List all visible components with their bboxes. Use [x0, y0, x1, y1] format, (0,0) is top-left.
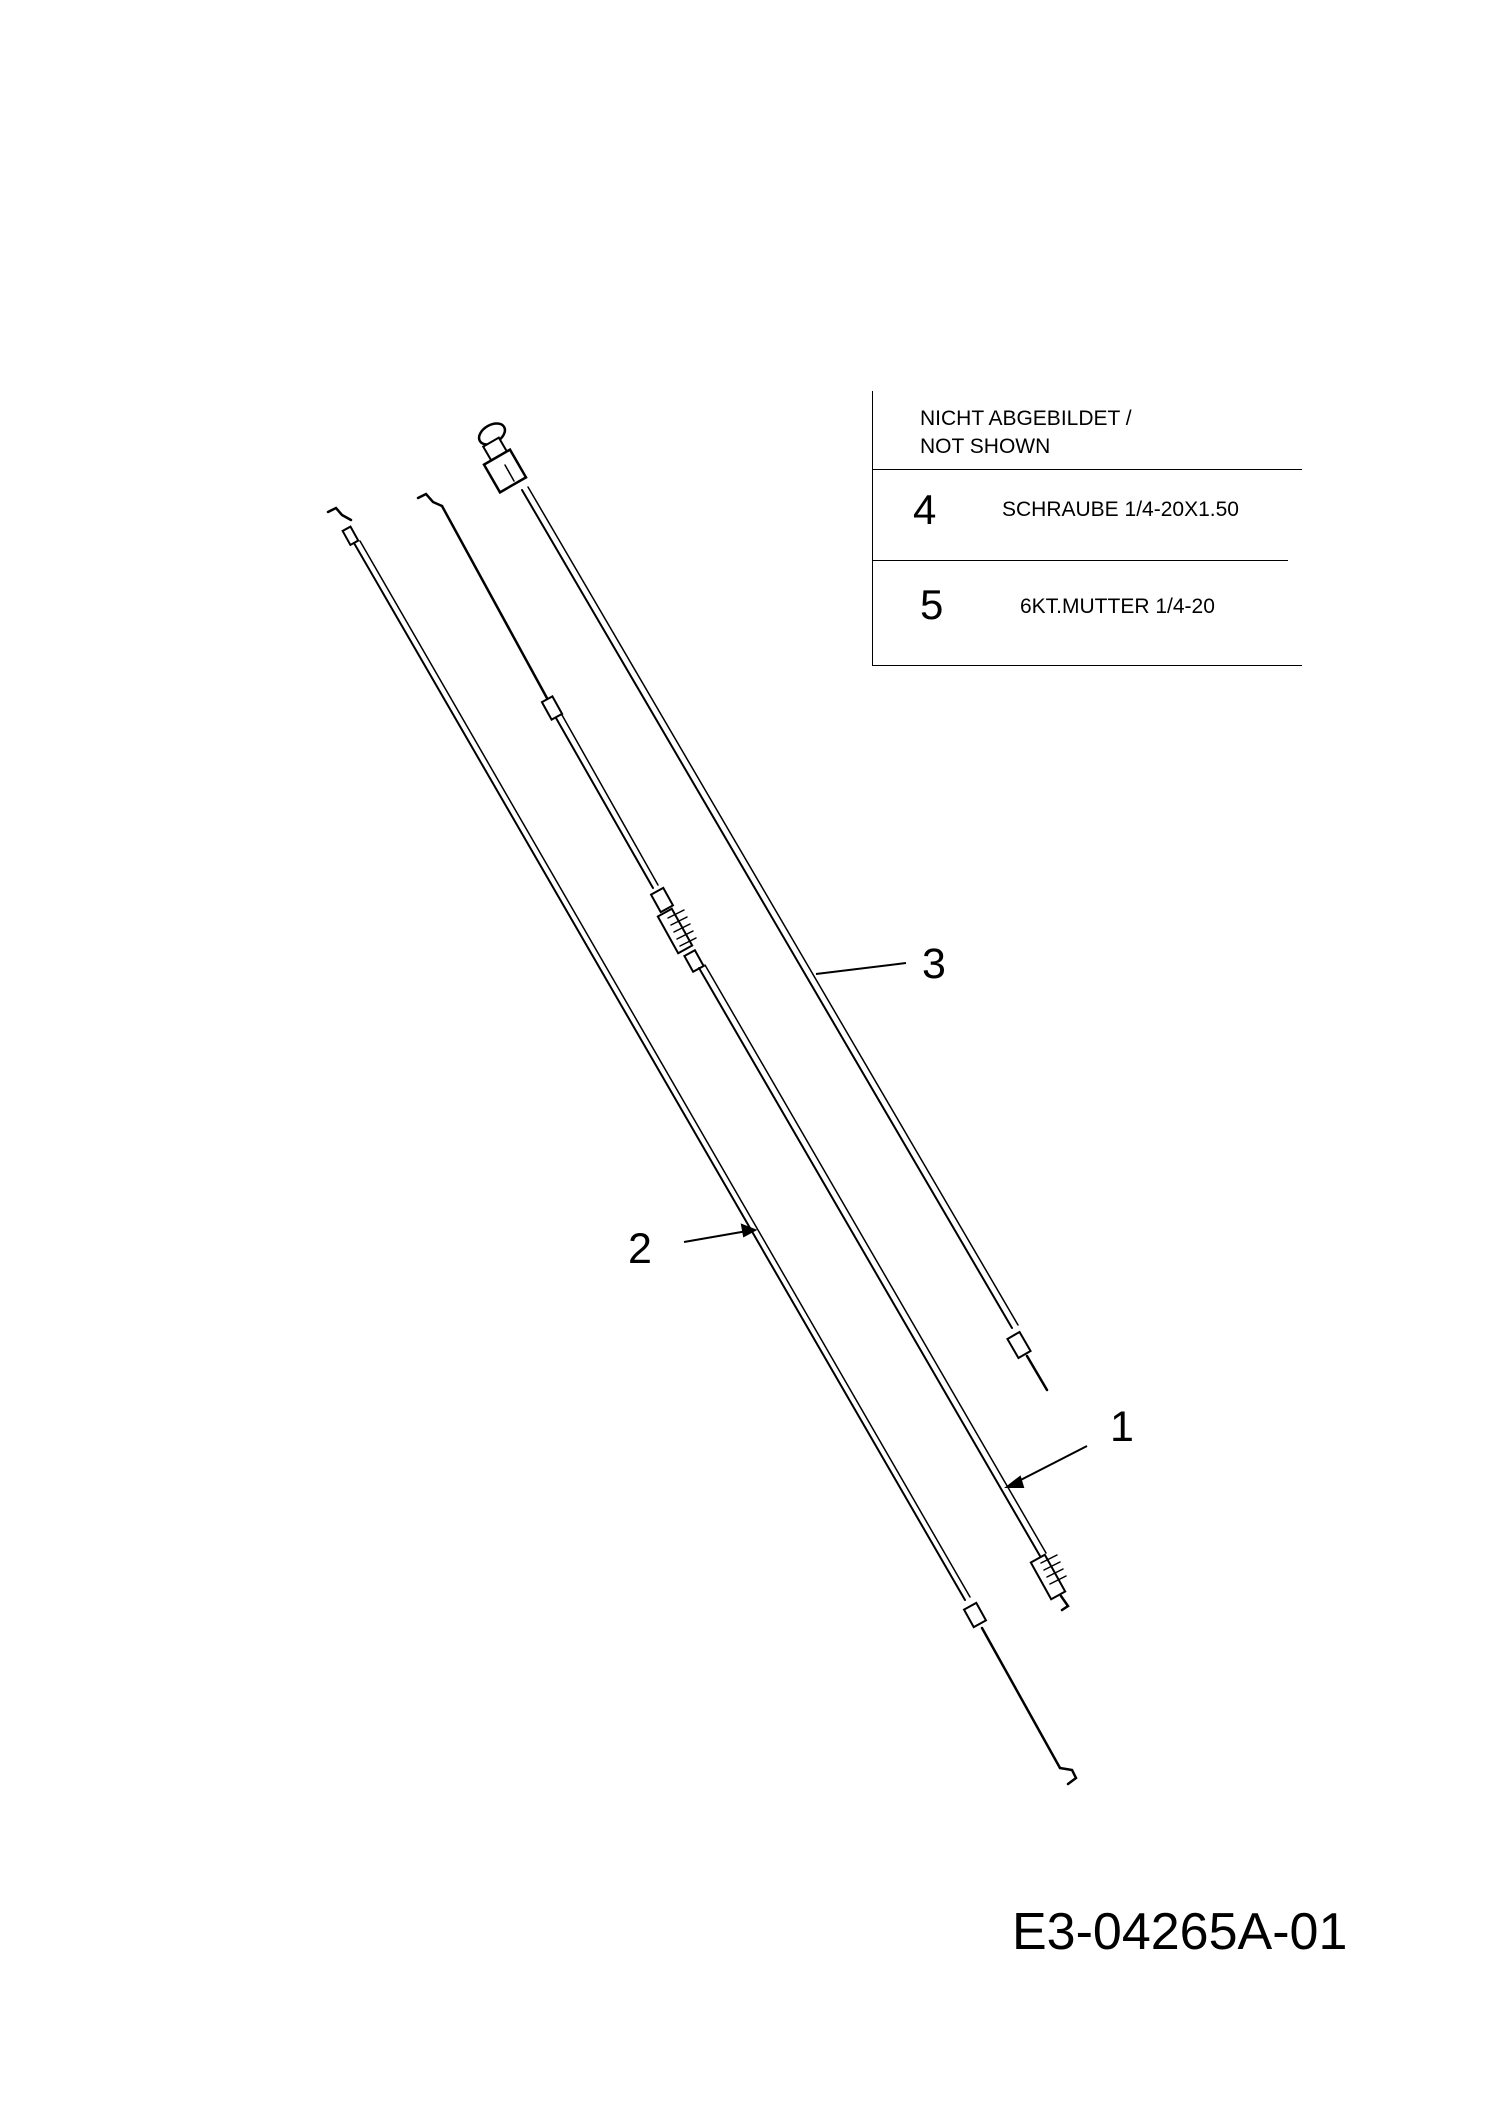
- legend-row-number: 5: [920, 581, 944, 628]
- leader-line-part3: [816, 963, 906, 974]
- not-shown-legend: [872, 391, 1302, 666]
- legend-rule-2: [872, 560, 1288, 561]
- legend-header: [920, 405, 1132, 461]
- callout-part3: 3: [922, 940, 946, 988]
- legend-header-line1: NICHT ABGEBILDET /: [920, 407, 1132, 430]
- legend-row-number: 4: [913, 486, 937, 533]
- legend-row-description: SCHRAUBE 1/4-20X1.50: [1002, 498, 1239, 521]
- callout-part1: 1: [1110, 1403, 1134, 1451]
- drawing-code: E3-04265A-01: [1012, 1903, 1348, 1961]
- arrowhead-part1: [1007, 1477, 1023, 1487]
- legend-rule-3: [872, 665, 1302, 666]
- cable-2: [328, 508, 1076, 1784]
- legend-vertical-rule: [872, 391, 873, 666]
- leader-lines: [684, 963, 1087, 1487]
- legend-row-description: 6KT.MUTTER 1/4-20: [1020, 595, 1215, 618]
- legend-header-line2: NOT SHOWN: [920, 435, 1051, 458]
- legend-rule-1: [872, 469, 1302, 470]
- callout-part2: 2: [628, 1225, 652, 1273]
